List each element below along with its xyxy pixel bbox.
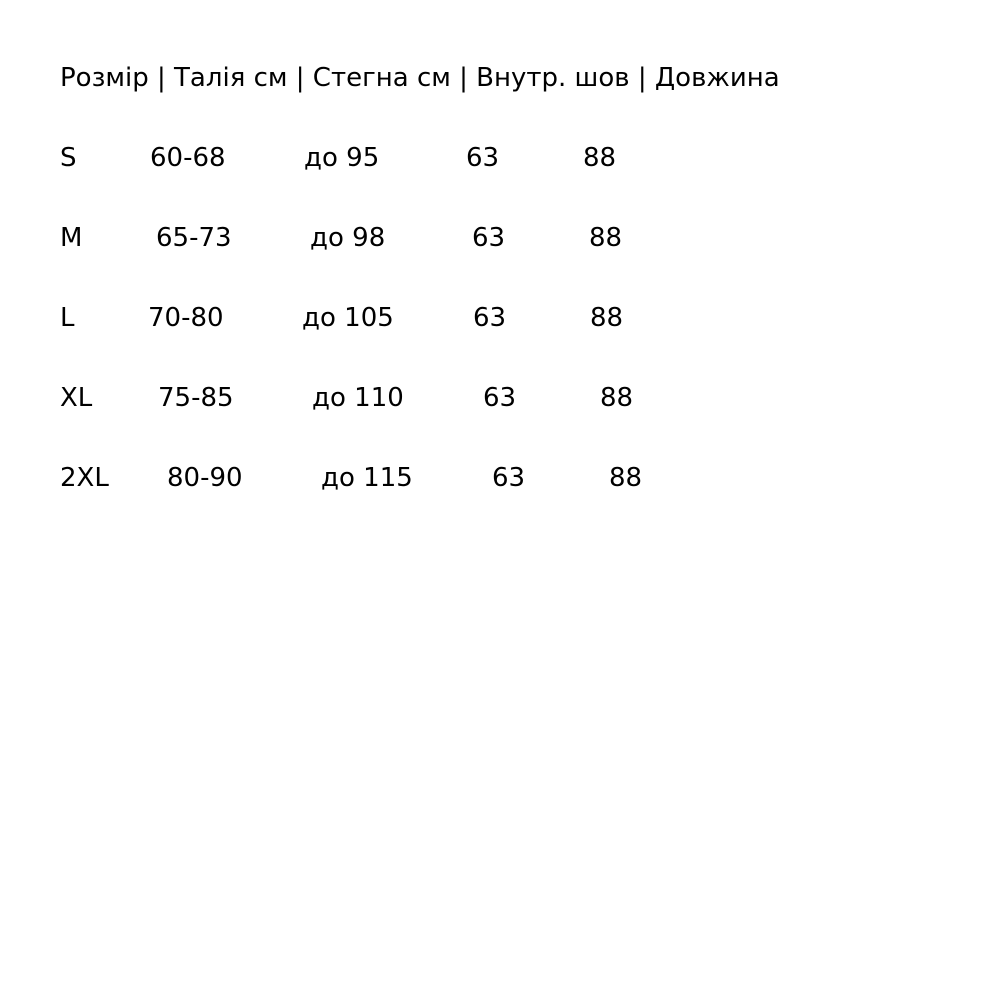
hips-cell: до 115 <box>321 463 413 493</box>
size-cell: L <box>60 303 75 333</box>
length-cell: 88 <box>600 383 634 413</box>
length-cell: 88 <box>583 143 617 173</box>
size-chart-header: Розмір | Талія см | Стегна см | Внутр. шов | Довжина <box>60 63 780 93</box>
inseam-cell: 63 <box>472 223 506 253</box>
hips-cell: до 105 <box>302 303 394 333</box>
length-cell: 88 <box>590 303 624 333</box>
waist-cell: 75-85 <box>158 383 234 413</box>
length-cell: 88 <box>589 223 623 253</box>
size-cell: M <box>60 223 83 253</box>
hips-cell: до 98 <box>310 223 386 253</box>
size-cell: XL <box>60 383 93 413</box>
size-cell: 2XL <box>60 463 109 493</box>
inseam-cell: 63 <box>483 383 517 413</box>
waist-cell: 70-80 <box>148 303 224 333</box>
hips-cell: до 95 <box>304 143 380 173</box>
inseam-cell: 63 <box>466 143 500 173</box>
inseam-cell: 63 <box>492 463 526 493</box>
size-cell: S <box>60 143 77 173</box>
hips-cell: до 110 <box>312 383 404 413</box>
waist-cell: 65-73 <box>156 223 232 253</box>
length-cell: 88 <box>609 463 643 493</box>
waist-cell: 60-68 <box>150 143 226 173</box>
waist-cell: 80-90 <box>167 463 243 493</box>
inseam-cell: 63 <box>473 303 507 333</box>
